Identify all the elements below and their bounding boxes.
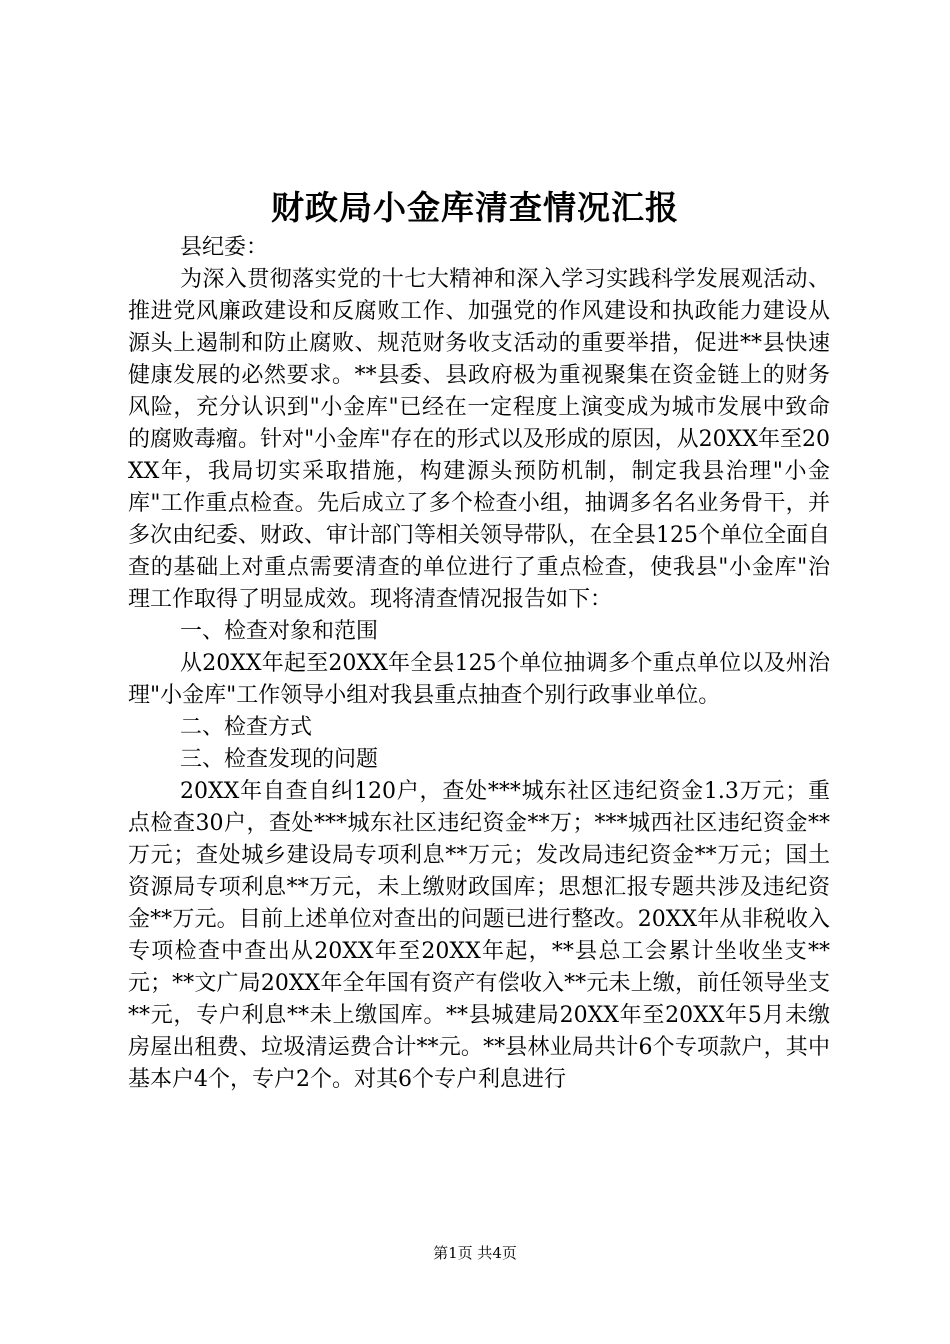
section-heading-3: 三、检查发现的问题 [180,747,379,772]
paragraph-scope: 从20XX年起至20XX年全县125个单位抽调多个重点单位以及州治理"小金库"工作领导小组对我县重点抽查个别行政事业单位。 [128,651,830,708]
section-heading-1: 一、检查对象和范围 [180,619,379,644]
paragraph-findings: 20XX年自查自纠120户，查处***城东社区违纪资金1.3万元；重点检查30户，查处***城东社区违纪资金**万；***城西社区违纪资金**万元；查处城乡建设局专项利息**万元；发改局违纪资金**万元；国土资源局专项利息**万元，未上缴财政国库；思想汇报专题共涉及违纪资金**万元。目前上述单位对查出的问题已进行整改。20XX年从非税收入专项检查中查出从20XX年至20XX年起，**县总工会累计坐收坐支**元；**文广局20XX年全年国有资产有偿收入**元未上缴，前任领导坐支**元，专户利息**未上缴国库。**县城建局20XX年至20XX年5月未缴房屋出租费、垃圾清运费合计**元。**县林业局共计6个专项款户，其中基本户4个，专户2个。对其6个专户利息进行 [128,779,830,1092]
document-body [128,232,830,1096]
salutation: 县纪委： [180,235,269,260]
section-heading-2: 二、检查方式 [180,715,313,740]
page-number-footer: 第1页 共4页 [433,1244,517,1262]
document-title: 财政局小金库清查情况汇报 [271,188,679,227]
paragraph-intro: 为深入贯彻落实党的十七大精神和深入学习实践科学发展观活动、推进党风廉政建设和反腐败工作、加强党的作风建设和执政能力建设从源头上遏制和防止腐败、规范财务收支活动的重要举措，促进**县快速健康发展的必然要求。**县委、县政府极为重视聚集在资金链上的财务风险，充分认识到"小金库"已经在一定程度上演变成为城市发展中致命的腐败毒瘤。针对"小金库"存在的形式以及形成的原因，从20XX年至20XX年，我局切实采取措施，构建源头预防机制，制定我县治理"小金库"工作重点检查。先后成立了多个检查小组，抽调多名名业务骨干，并多次由纪委、财政、审计部门等相关领导带队，在全县125个单位全面自查的基础上对重点需要清查的单位进行了重点检查，使我县"小金库"治理工作取得了明显成效。现将清查情况报告如下： [128,267,830,612]
